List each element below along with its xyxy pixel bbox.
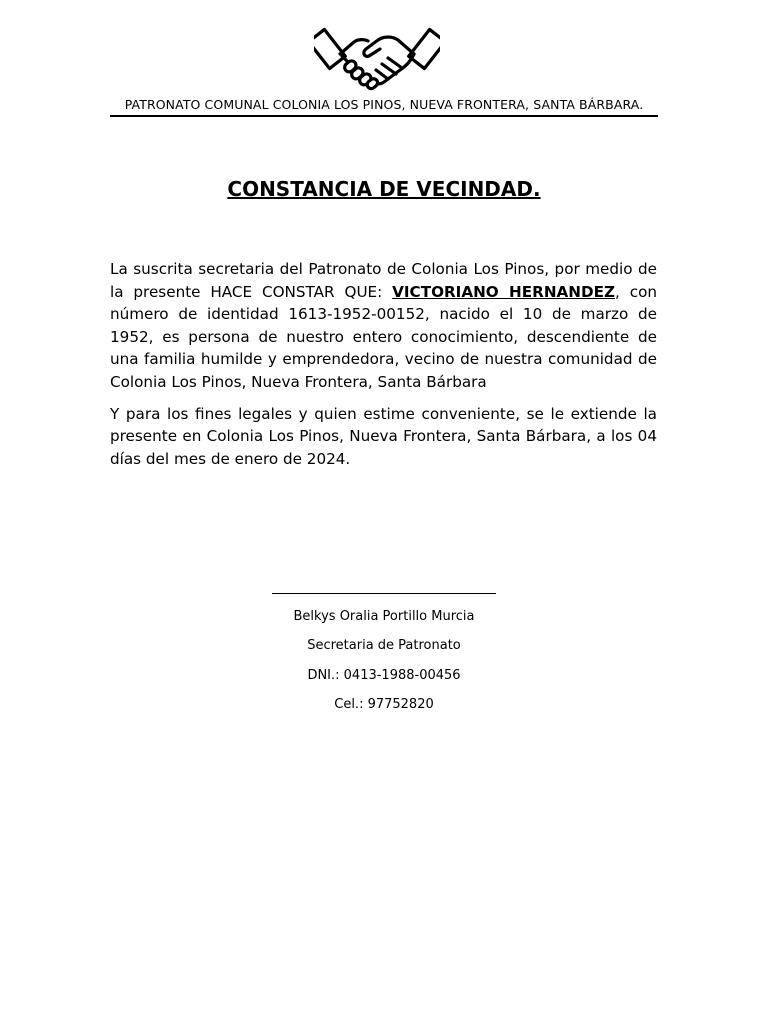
body-paragraph-2: Y para los fines legales y quien estime conveniente, se le extiende la presente en Colonia Los Pinos, Nueva Frontera, Santa Bárbara, a los 04 días del mes de enero de 2024. [110, 404, 657, 468]
signature-block [234, 608, 534, 725]
signer-phone: Cel.: 97752820 [334, 696, 434, 712]
resident-name: VICTORIANO HERNANDEZ [392, 282, 615, 301]
signer-role: Secretaria de Patronato [307, 638, 461, 654]
document-title: CONSTANCIA DE VECINDAD. [227, 177, 541, 201]
header-divider [110, 115, 658, 117]
document-body [110, 258, 657, 479]
signer-dni: DNI.: 0413-1988-00456 [307, 667, 461, 683]
paragraph-1-intro: La suscrita secretaria del Patronato de Colonia Los Pinos, por medio de la presente HACE CONSTAR QUE: [110, 260, 657, 301]
body-paragraph-1 [110, 258, 657, 394]
paragraph-1-details: , con número de identidad 1613-1952-00152, nacido el 10 de marzo de 1952, es persona de nuestro entero conocimiento, descendiente de una familia humilde y emprendedora, vecino de nuestra comunidad de Colonia Los Pinos, Nueva Frontera, Santa Bárbara [110, 282, 657, 391]
signer-name: Belkys Oralia Portillo Murcia [293, 609, 475, 624]
organization-header: PATRONATO COMUNAL COLONIA LOS PINOS, NUEVA FRONTERA, SANTA BÁRBARA. [124, 97, 644, 112]
signature-line [272, 593, 496, 594]
handshake-icon [314, 18, 440, 98]
